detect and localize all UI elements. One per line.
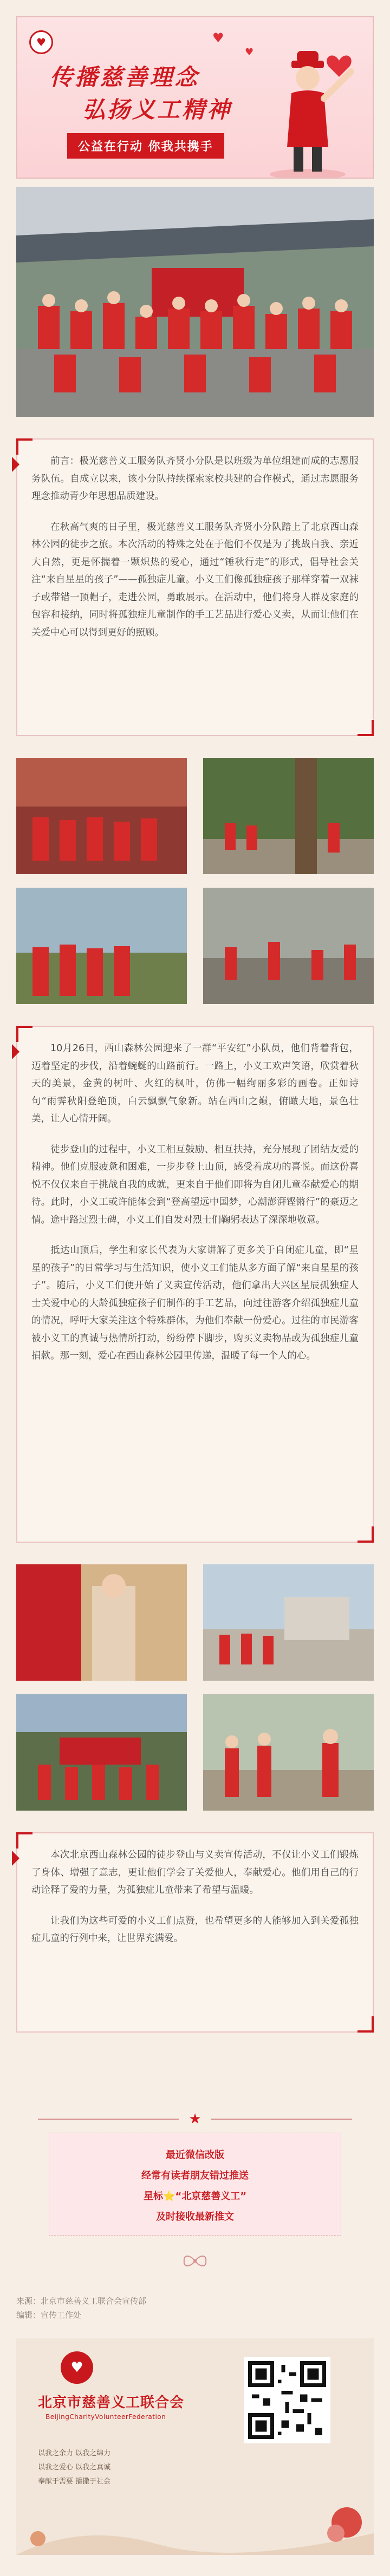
volunteer-illustration bbox=[270, 39, 362, 179]
header-banner bbox=[16, 16, 374, 179]
follow-line-1: 最近微信改版 bbox=[166, 2149, 224, 2161]
story-paragraph-2: 徒步登山的过程中，小义工相互鼓励、相互扶持，充分展现了团结友爱的精神。他们克服疲惫和困难，一步步登上山顶，感受着成功的喜悦。而这份喜悦不仅仅来自于挑战自我的成就，更来自于他们即将为自闭儿童奉献爱心的期待。此时，小义工或许能体会到“登高望远中国梦，心潮澎湃铿锵行”的豪迈之情。途中路过烈士碑，小义工们自发对烈士们鞠躬表达了深深地敬意。 bbox=[31, 1144, 359, 1225]
intro-paragraph-1: 前言：极光慈善义工服务队齐贤小分队是以班级为单位组建而成的志愿服务队伍。自成立以来，该小分队持续探索家校共建的合作模式，通过志愿服务理念推动青少年思想品质建设。 bbox=[31, 456, 359, 502]
federation-logo-icon: ♥ bbox=[61, 2351, 93, 2384]
intro-card bbox=[16, 438, 374, 736]
federation-logo-icon: ♥ bbox=[29, 30, 53, 54]
divider-line bbox=[38, 2119, 179, 2120]
follow-line-3: 星标⭐“北京慈善义工” bbox=[143, 2191, 247, 2202]
closing-card bbox=[16, 1832, 374, 2033]
intro-paragraph-2: 在秋高气爽的日子里，极光慈善义工服务队齐贤小分队踏上了北京西山森林公园的徒步之旅。本次活动的特殊之处在于他们不仅是为了挑战自我、亲近大自然，更是怀揣着一颗炽热的爱心，通过“锤秋行走”的形式，倡导社会关注“来自星星的孩子”——孤独症儿童。小义工们像孤独症孩子那样穿着一双袜子或带错一顶帽子，走进公园，勇敢展示。在活动中，他们将身人群及家庭的包容和接纳，同时将孤独症儿童制作的手工艺品进行爱心义卖，从而让他们在关爱中心可以得到更好的照顾。 bbox=[31, 521, 359, 638]
activity-photo bbox=[16, 758, 187, 874]
qr-code[interactable] bbox=[244, 2357, 330, 2443]
closing-paragraph-2: 让我们为这些可爱的小义工们点赞，也希望更多的人能够加入到关爱孤独症儿童的行列中来，让世界充满爱。 bbox=[31, 1915, 359, 1944]
org-english-name: BeijingCharityVolunteerFederation bbox=[46, 2413, 166, 2421]
activity-photo bbox=[16, 1694, 187, 1811]
corner-decoration bbox=[358, 720, 374, 736]
corner-decoration bbox=[358, 1526, 374, 1543]
banner-title-line2: 弘扬义工精神 bbox=[82, 96, 232, 123]
motto-line: 以我之爱心 以我之真诚 bbox=[38, 2463, 111, 2472]
banner-title-line1: 传播慈善理念 bbox=[50, 64, 200, 90]
divider-line bbox=[211, 2119, 352, 2120]
activity-photo bbox=[203, 1694, 374, 1811]
footer-card bbox=[16, 2338, 374, 2555]
follow-reminder-box bbox=[49, 2133, 341, 2236]
arrow-marker-icon bbox=[12, 1044, 20, 1059]
heart-icon: ♥ bbox=[245, 47, 254, 58]
follow-line-4: 及时接收最新推文 bbox=[156, 2211, 234, 2223]
org-motto bbox=[38, 2447, 110, 2489]
activity-photo bbox=[16, 888, 187, 1004]
follow-divider bbox=[0, 2111, 390, 2127]
story-paragraph-3: 抵达山顶后，学生和家长代表为大家讲解了更多关于自闭症儿童，即“星星的孩子”的日常学习与生活知识，使小义工们能从多方面了解“来自星星的孩子”。随后，小义工们便开始了义卖宣传活动，他们拿出大兴区星辰孤独症人士关爱中心的大龄孤独症孩子们制作的手工艺品，向过往游客介绍孤独症儿童的情况，呼吁大家关注这个特殊群体，为他们奉献一份爱心。过往的市民游客被小义工的真诚与热情所打动，纷纷停下脚步，购买义卖物品或为孤独症儿童捐款。那一刻，爱心在西山森林公园里传递，温暖了每一个人的心。 bbox=[31, 1245, 359, 1361]
corner-decoration bbox=[16, 438, 32, 455]
group-photo bbox=[16, 187, 374, 417]
corner-decoration bbox=[16, 1832, 32, 1849]
flower-decoration bbox=[16, 2490, 374, 2555]
banner-slogan: 公益在行动 你我共携手 bbox=[67, 133, 224, 159]
activity-photo bbox=[203, 888, 374, 1004]
source-text: 来源：北京市慈善义工联合会宣传部 bbox=[16, 2296, 147, 2306]
activity-photo bbox=[16, 1564, 187, 1681]
activity-photo bbox=[203, 1564, 374, 1681]
bow-icon bbox=[182, 2253, 208, 2269]
arrow-marker-icon bbox=[12, 1851, 20, 1866]
story-card bbox=[16, 1026, 374, 1543]
article-credits bbox=[16, 2294, 146, 2322]
motto-line: 以我之余力 以我之绵力 bbox=[38, 2449, 111, 2457]
editor-text: 编辑：宣传工作处 bbox=[16, 2310, 82, 2320]
arrow-marker-icon bbox=[12, 457, 20, 472]
org-name: 北京市慈善义工联合会 bbox=[38, 2395, 185, 2411]
story-paragraph-1: 10月26日，西山森林公园迎来了一群“平安红”小队员，他们背着背包，迈着坚定的步伐，沿着蜿蜒的山路前行。一路上，小义工欢声笑语，欣赏着秋天的美景，金黄的树叶、火红的枫叶，仿佛一幅绚丽多彩的画卷。正如诗句“雨霁秋阳登绝顶，白云飘飘气象新。站在西山之巅，俯瞰大地，景色壮美，让人心情开阔。 bbox=[31, 1043, 359, 1124]
closing-paragraph-1: 本次北京西山森林公园的徒步登山与义卖宣传活动，不仅让小义工们锻炼了身体、增强了意志，更让他们学会了关爱他人，奉献爱心。他们用自己的行动诠释了爱的力量，为孤独症儿童带来了希望与温暖。 bbox=[31, 1850, 359, 1896]
follow-line-2: 经常有读者朋友错过推送 bbox=[141, 2170, 249, 2181]
star-icon: ★ bbox=[188, 2111, 202, 2127]
corner-decoration bbox=[358, 2016, 374, 2033]
heart-icon: ♥ bbox=[212, 30, 224, 45]
motto-line: 奉献于需要 播撒于社会 bbox=[38, 2477, 111, 2486]
corner-decoration bbox=[16, 1026, 32, 1042]
activity-photo bbox=[203, 758, 374, 874]
